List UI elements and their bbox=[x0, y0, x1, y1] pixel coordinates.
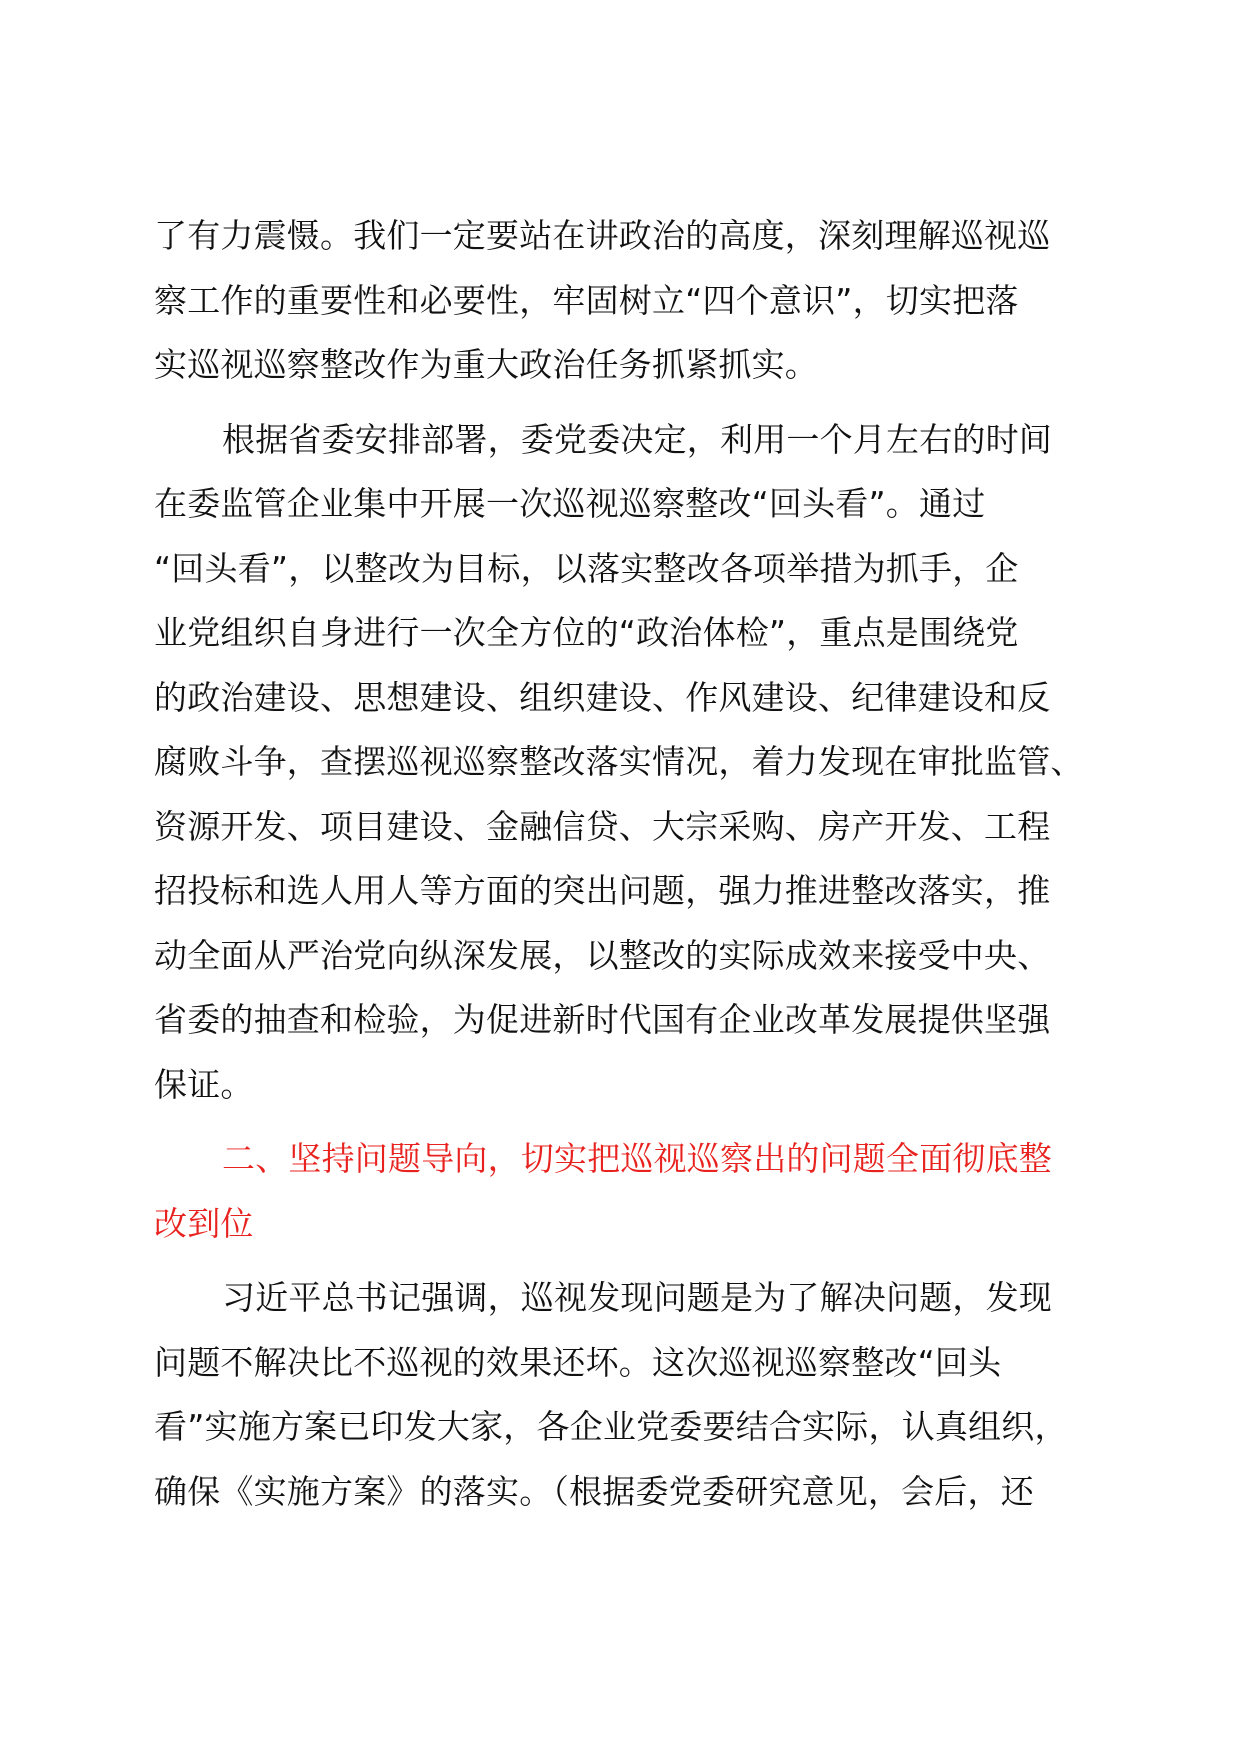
text-line: 资源开发、项目建设、金融信贷、大宗采购、房产开发、工程 bbox=[154, 806, 1051, 846]
text-line: 招投标和选人用人等方面的突出问题，强力推进整改落实，推 bbox=[154, 871, 1051, 910]
text-line: 问题不解决比不巡视的效果还坏。这次巡视巡察整改“回头 bbox=[154, 1342, 1002, 1382]
document-body bbox=[154, 204, 1104, 1524]
heading-line: 改到位 bbox=[154, 1203, 254, 1243]
text-line: 在委监管企业集中开展一次巡视巡察整改“回头看”。通过 bbox=[154, 484, 986, 523]
text-line: “回头看”，以整改为目标，以落实整改各项举措为抓手，企 bbox=[154, 548, 1019, 588]
text-line: 习近平总书记强调，巡视发现问题是为了解决问题，发现 bbox=[222, 1278, 1052, 1317]
text-line: 实巡视巡察整改作为重大政治任务抓紧抓实。 bbox=[154, 345, 818, 384]
text-line: 动全面从严治党向纵深发展，以整改的实际成效来接受中央、 bbox=[154, 935, 1051, 975]
text-line: 察工作的重要性和必要性，牢固树立“四个意识”，切实把落 bbox=[154, 280, 1019, 320]
text-line: 腐败斗争，查摆巡视巡察整改落实情况，着力发现在审批监管、 bbox=[154, 742, 1084, 781]
paragraph-continuation bbox=[154, 204, 1104, 398]
text-line: 省委的抽查和检验，为促进新时代国有企业改革发展提供坚强 bbox=[154, 1000, 1051, 1039]
paragraph-xi-emphasis bbox=[154, 1266, 1104, 1524]
text-line: 保证。 bbox=[154, 1064, 254, 1104]
paragraph-huitoukan-plan bbox=[154, 408, 1104, 1118]
heading-line: 二、坚持问题导向，切实把巡视巡察出的问题全面彻底整 bbox=[222, 1139, 1052, 1178]
text-line: 的政治建设、思想建设、组织建设、作风建设、纪律建设和反 bbox=[154, 677, 1051, 717]
text-line: 了有力震慑。我们一定要站在讲政治的高度，深刻理解巡视巡 bbox=[154, 216, 1051, 255]
text-line: 确保《实施方案》的落实。（根据委党委研究意见，会后，还 bbox=[154, 1471, 1034, 1511]
text-line: 根据省委安排部署，委党委决定，利用一个月左右的时间 bbox=[222, 419, 1052, 459]
text-line: 看”实施方案已印发大家，各企业党委要结合实际，认真组织， bbox=[154, 1407, 1068, 1446]
section-heading bbox=[154, 1127, 1104, 1256]
text-line: 业党组织自身进行一次全方位的“政治体检”，重点是围绕党 bbox=[154, 613, 1019, 652]
